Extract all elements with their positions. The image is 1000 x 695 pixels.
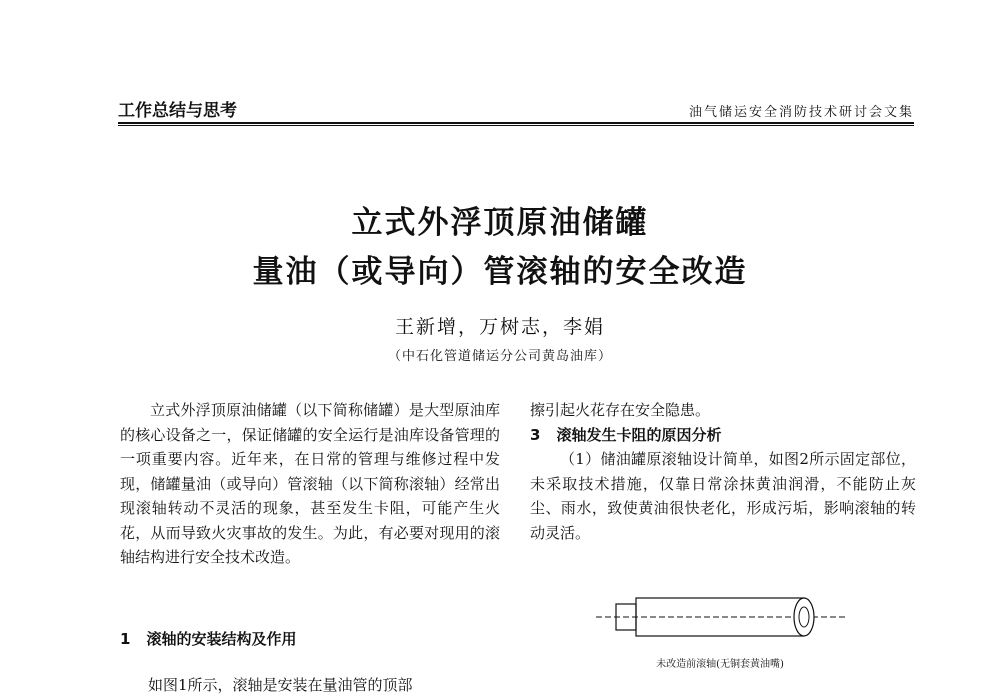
section-3-title: 滚轴发生卡阻的原因分析 <box>556 425 722 444</box>
left-column <box>120 398 500 570</box>
figure-caption: 未改造前滚轴(无铜套黄油嘴) <box>656 659 784 670</box>
section-1-number: 1 <box>120 630 131 648</box>
header-rule-thin <box>118 125 914 126</box>
collection-title: 油气储运安全消防技术研讨会文集 <box>688 105 914 120</box>
intro-paragraph: 立式外浮顶原油储罐（以下简称储罐）是大型原油库的核心设备之一，保证储罐的安全运行是油库设备管理的一项重要内容。近年来，在日常的管理与维修过程中发现，储罐量油（或导向）管滚轴（以下简称滚轴）经常出现滚轴转动不灵活的现象，甚至发生卡阻，可能产生火花，从而导致火灾事故的发生。为此，有必要对现用的滚轴结构进行安全技术改造。 <box>120 401 500 566</box>
left-next-line: 如图1所示，滚轴是安装在量油管的顶部 <box>148 676 413 694</box>
affiliation: （中石化管道储运分公司黄岛油库） <box>387 349 612 364</box>
section-1-heading <box>120 628 296 649</box>
section-1-title: 滚轴的安装结构及作用 <box>146 630 297 648</box>
shaft-end-right <box>794 598 814 636</box>
right-column <box>530 398 916 545</box>
section-3-paragraph-1: （1）储油罐原滚轴设计简单，如图2所示固定部位，未采取技术措施，仅靠日常涂抹黄油润滑，不能防止灰尘、雨水，致使黄油很快老化，形成污垢，影响滚轴的转动灵活。 <box>530 450 916 542</box>
roller-shaft-figure <box>596 592 846 642</box>
article-title-line1: 立式外浮顶原油储罐 <box>351 205 649 241</box>
authors: 王新增，万树志，李娟 <box>394 316 605 338</box>
article-title-line2: 量油（或导向）管滚轴的安全改造 <box>252 254 748 290</box>
section-title: 工作总结与思考 <box>118 101 237 121</box>
section-3-heading <box>530 423 916 448</box>
header-rule <box>118 122 914 124</box>
section-3-number: 3 <box>530 425 541 444</box>
continuation-text: 擦引起火花存在安全隐患。 <box>530 401 711 419</box>
